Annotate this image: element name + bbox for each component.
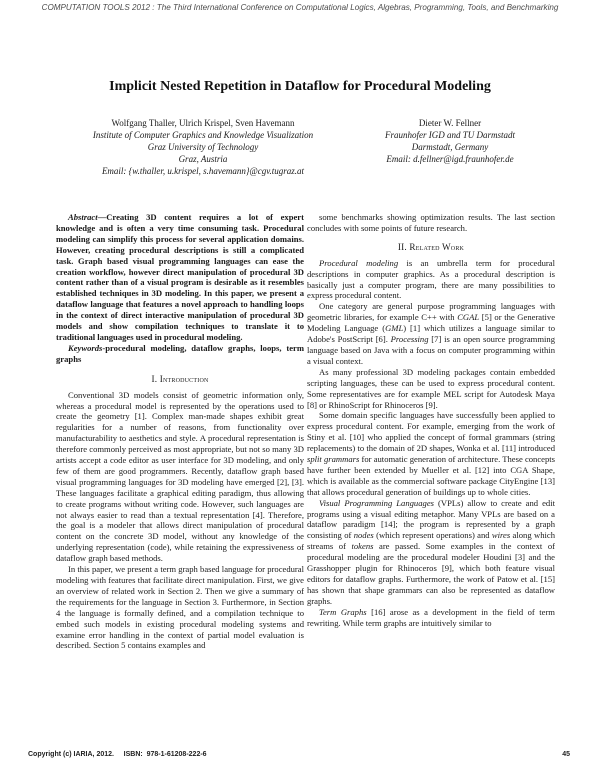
text-run: [5] or the Generative Modeling Language ( [307,312,556,334]
body-paragraph [307,258,555,302]
text-run: ) [1] which utilizes a language similar to Adobe's PostScript [6]. [307,323,555,345]
emphasis: nodes [353,530,374,541]
section-heading-introduction: I. Introduction [151,373,209,384]
paper-title: Implicit Nested Repetition in Dataflow for Procedural Modeling [109,79,491,94]
author-block-left [58,117,348,177]
body-paragraph: As many professional 3D modeling packages contain embedded scripting languages, these can be used to express procedural content. Some representatives are for example MEL script for Autodesk Maya [8] or RhinoScript for Rhinoceros [9]. [307,366,555,410]
text-run: along which streams of [307,530,555,552]
emphasis: GML [385,323,404,334]
author-affiliation: Fraunhofer IGD and TU Darmstadt [384,130,515,140]
author-university: Graz University of Technology [147,142,259,152]
emphasis: tokens [351,541,374,552]
author-city: Graz, Austria [178,154,228,164]
text-run: are passed. Some examples in the context of procedural modeling are the procedural modeler Houdini [3] and the Grasshopper plugin for Rhinoceros [9], which both feature visual editors for dataflow graphs. Furthermore, the work of Patow et al. [15] has shown that shape grammars can also be represented as dataflow graphs. [307,541,555,606]
right-column [307,212,555,629]
author-email: Email: {w.thaller, u.krispel, s.havemann}@cgv.tugraz.at [101,166,305,176]
author-names: Dieter W. Fellner [418,118,482,128]
author-affiliation: Institute of Computer Graphics and Knowledge Visualization [92,130,314,140]
text-run: is an umbrella term for procedural descriptions in computer graphics. As a procedural description is basically just a computer program, there are many possibilities to express procedural content. [307,257,555,301]
abstract-text: —Creating 3D content requires a lot of expert knowledge and is often a very time consuming task. Procedural modeling can simplify this process for several application domains. However, creating procedural descriptions is still a complicated task. Graph based visual programming languages can ease the creation workflow, however direct manipulation of procedural 3D content rather than of a visual program is desirable as it resembles established techniques in 3D modeling. In this paper, we present a dataflow language that features a novel approach to handling loops in the context of direct interactive manipulation of procedural 3D models and show compilation techniques to translate it to traditional languages used in procedural modeling. [56,212,304,342]
emphasis: wires [491,530,511,541]
running-header: COMPUTATION TOOLS 2012 : The Third International Conference on Computational Logics, Algebras, Programming, Tools, and Benchmarking [41,3,559,12]
body-paragraph: Conventional 3D models consist of geometric information only, whereas a procedural model is represented by the operations used to create the geometry [1]. Complex man-made shapes exhibit great regularities for a number of reasons, from functionality over manufacturability to aesthetics and style. A procedural representation is therefore commonly perceived as most appropriate, but not so many 3D artists accept a code editor as user interface for 3D modeling, and only few of them are good programmers. Recently, dataflow graph based visual programming languages for 3D modeling have emerged [2], [3]. These languages facilitate a graphical editing paradigm, thus allowing to create programs without writing code. However, such languages are not always easier to read than a textual representation [4]. Therefore, the goal is a modeler that allows direct manipulation of procedural content on the concrete 3D model, without any knowledge of the underlying representation (code), while retaining the expressiveness of dataflow graph based methods. [56,389,304,564]
body-paragraph [307,607,555,629]
text-run: for automatic generation of architecture. These concepts have further been extended by Mueller et al. [12] into CGA Shape, which is available as the commercial software package CityEngine [13] that allows procedural generation of buildings up to whole cities. [307,454,556,497]
text-run: Some domain specific languages have successfully been applied to express procedural content. For example, emerging from the work of Stiny et al. [10] who applied the concept of formal grammars (string replacements) to the domain of 2D shapes, Wonka et al. [11] introduced [307,410,555,454]
abstract [56,212,304,343]
abstract-label: Abstract [68,212,98,222]
body-paragraph: some benchmarks showing optimization results. The last section concludes with some points of future research. [307,212,555,233]
body-paragraph [307,410,555,497]
text-run: [16] arose as a development in the field of term rewriting. While term graphs are intuitively similar to [307,606,555,628]
body-paragraph [307,301,555,366]
section-heading-related-work: II. Related Work [397,241,465,252]
keywords-text: -procedural modeling, dataflow graphs, loops, term graphs [56,342,304,364]
body-paragraph: In this paper, we present a term graph based language for procedural modeling with features that facilitate direct manipulation. First, we give an overview of related work in Section 2. Then we give a summary of the requirements for the language in Section 3. Furthermore, in Section 4 the language is formally defined, and a compilation technique to embed such models in existing procedural modeling systems and examine error handling in the context of partial model evaluation is described. Section 5 contains examples and [56,564,304,651]
emphasis: Visual Programming Languages [319,497,434,508]
emphasis: split grammars [307,454,360,465]
text-run: (VPLs) allow to create and edit programs using a visual editing metaphor. Many VPLs are based on a dataflow paradigm [14]; the program is represented by a graph consisting of [307,497,555,541]
emphasis: CGAL [457,312,480,323]
text-run: [7] is an open source programming language based on Java with a focus on computer programming within a visual context. [307,334,555,366]
author-email: Email: d.fellner@igd.fraunhofer.de [386,154,514,164]
keywords [56,343,304,365]
page-number: 45 [562,751,570,758]
left-column [56,212,304,651]
page-footer [28,751,570,758]
author-names: Wolfgang Thaller, Ulrich Krispel, Sven Havemann [111,118,295,128]
emphasis: Procedural modeling [319,257,399,268]
author-block-right [370,117,530,165]
emphasis: Term Graphs [319,606,367,617]
text-run: One category are general purpose programming languages with geometric libraries, for example C++ with [307,301,555,323]
keywords-label: Keywords [68,342,103,353]
emphasis: Processing [390,334,429,345]
author-city: Darmstadt, Germany [411,142,489,152]
text-run: (which represent operations) and [373,530,492,541]
copyright-notice: Copyright (c) IARIA, 2012. ISBN: 978-1-61208-222-6 [28,751,207,758]
body-paragraph [307,498,555,607]
